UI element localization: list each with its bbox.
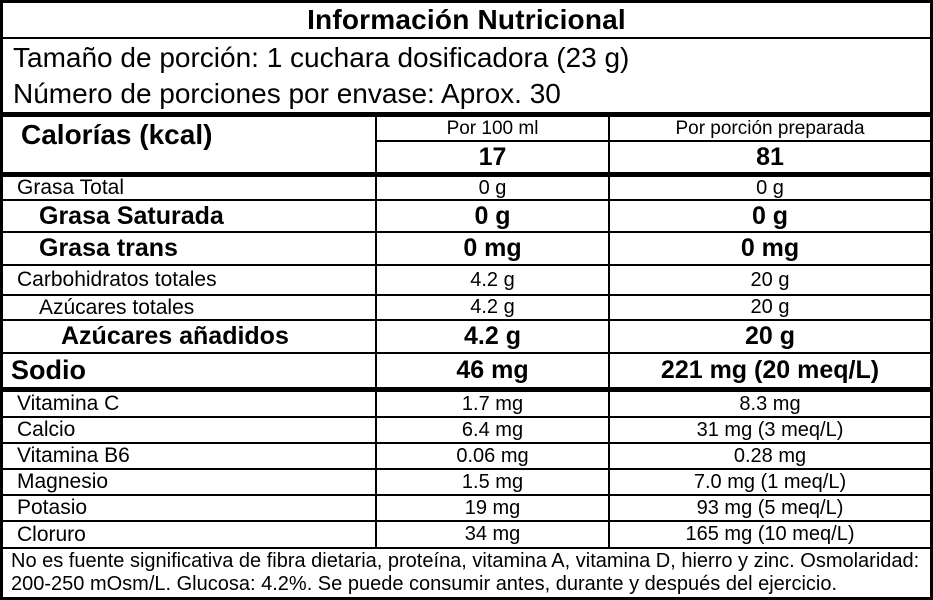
value-per-100ml: 0 g bbox=[375, 177, 608, 199]
nutrient-label: Sodio bbox=[11, 355, 86, 385]
title-row bbox=[3, 3, 930, 39]
value-per-portion: 7.0 mg (1 meq/L) bbox=[608, 470, 930, 494]
nutrient-row-vitamina-c bbox=[3, 392, 930, 418]
calories-value-per-portion: 81 bbox=[608, 142, 930, 172]
macronutrients-section bbox=[3, 177, 930, 392]
value-per-portion: 0 g bbox=[608, 177, 930, 199]
nutrient-label: Grasa trans bbox=[39, 234, 178, 262]
nutrient-label: Grasa Total bbox=[17, 177, 124, 199]
value-per-100ml: 46 mg bbox=[375, 354, 608, 387]
column-header-per-100ml: Por 100 ml bbox=[375, 117, 608, 142]
serving-info-section bbox=[3, 39, 930, 117]
nutrient-row-grasa-total bbox=[3, 177, 930, 201]
nutrient-label: Calcio bbox=[17, 418, 76, 441]
nutrient-row-sodio bbox=[3, 354, 930, 387]
value-per-portion: 0 mg bbox=[608, 233, 930, 264]
nutrient-label: Vitamina C bbox=[17, 392, 120, 415]
nutrient-row-vitamina-b6 bbox=[3, 444, 930, 470]
value-per-100ml: 4.2 g bbox=[375, 266, 608, 294]
portions-per-container-text: Número de porciones por envase: Aprox. 30 bbox=[13, 78, 561, 109]
nutrient-row-grasa-trans bbox=[3, 233, 930, 266]
nutrient-label: Azúcares añadidos bbox=[61, 322, 289, 350]
nutrient-row-carbohidratos bbox=[3, 266, 930, 296]
value-per-100ml: 4.2 g bbox=[375, 321, 608, 352]
nutrient-row-grasa-saturada bbox=[3, 201, 930, 233]
nutrient-label: Carbohidratos totales bbox=[17, 268, 217, 291]
value-per-portion: 31 mg (3 meq/L) bbox=[608, 418, 930, 442]
nutrient-row-magnesio bbox=[3, 470, 930, 496]
nutrient-label: Potasio bbox=[17, 496, 88, 519]
nutrient-row-azucares-anadidos bbox=[3, 321, 930, 354]
nutrient-label: Magnesio bbox=[17, 470, 109, 493]
nutrient-row-cloruro bbox=[3, 522, 930, 547]
calories-value-per-100ml: 17 bbox=[375, 142, 608, 172]
nutrient-row-azucares-totales bbox=[3, 296, 930, 321]
value-per-portion: 20 g bbox=[608, 321, 930, 352]
nutrient-label: Grasa Saturada bbox=[39, 201, 224, 230]
value-per-100ml: 6.4 mg bbox=[375, 418, 608, 442]
value-per-100ml: 0.06 mg bbox=[375, 444, 608, 468]
value-per-portion: 165 mg (10 meq/L) bbox=[608, 522, 930, 547]
value-per-100ml: 34 mg bbox=[375, 522, 608, 547]
value-per-portion: 20 g bbox=[608, 296, 930, 319]
footnote-line-2: 200-250 mOsm/L. Glucosa: 4.2%. Se puede consumir antes, durante y después del ejercicio. bbox=[11, 573, 838, 595]
column-header-per-portion: Por porción preparada bbox=[608, 117, 930, 142]
calories-header-block bbox=[3, 117, 930, 177]
value-per-portion: 93 mg (5 meq/L) bbox=[608, 496, 930, 520]
nutrient-row-calcio bbox=[3, 418, 930, 444]
value-per-100ml: 19 mg bbox=[375, 496, 608, 520]
nutrient-label: Vitamina B6 bbox=[17, 444, 130, 467]
nutrient-row-potasio bbox=[3, 496, 930, 522]
portion-size-text: Tamaño de porción: 1 cuchara dosificadora (23 g) bbox=[13, 42, 630, 73]
micronutrients-section bbox=[3, 392, 930, 547]
footnote-line-1: No es fuente significativa de fibra dietaria, proteína, vitamina A, vitamina D, hierro y zinc. Osmolaridad: bbox=[11, 550, 920, 572]
label-title: Información Nutricional bbox=[307, 4, 626, 35]
footnote-section bbox=[3, 547, 930, 597]
nutrient-label: Azúcares totales bbox=[39, 296, 195, 319]
value-per-portion: 20 g bbox=[608, 266, 930, 294]
value-per-100ml: 0 g bbox=[375, 201, 608, 231]
value-per-portion: 0.28 mg bbox=[608, 444, 930, 468]
calories-label: Calorías (kcal) bbox=[21, 119, 213, 150]
value-per-100ml: 1.5 mg bbox=[375, 470, 608, 494]
nutrient-label: Cloruro bbox=[17, 522, 86, 546]
value-per-100ml: 0 mg bbox=[375, 233, 608, 264]
value-per-portion: 0 g bbox=[608, 201, 930, 231]
value-per-portion: 8.3 mg bbox=[608, 392, 930, 416]
value-per-portion: 221 mg (20 meq/L) bbox=[608, 354, 930, 387]
value-per-100ml: 1.7 mg bbox=[375, 392, 608, 416]
value-per-100ml: 4.2 g bbox=[375, 296, 608, 319]
